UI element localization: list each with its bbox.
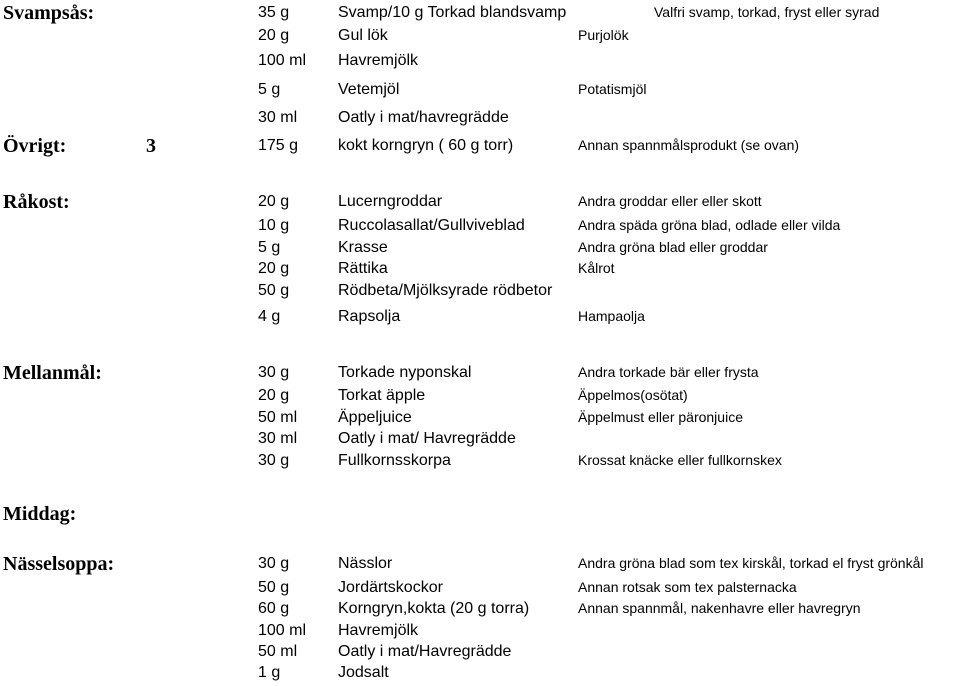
quantity: 100 ml [258,52,307,69]
alternative: Äppelmust eller päronjuice [578,409,743,425]
alternative: Äppelmos(osötat) [578,387,688,403]
ingredient-row [0,217,960,239]
quantity: 20 g [258,260,290,277]
ingredient-row [0,452,960,474]
alternative: Hampaolja [578,308,645,324]
alternative: Potatismjöl [578,81,647,97]
category-label: Svampsås: [3,2,95,24]
ingredient-row [0,579,960,601]
ingredient-name: Rättika [338,260,388,277]
ingredient-name: Fullkornsskorpa [338,452,451,469]
quantity: 100 ml [258,622,307,639]
quantity: 30 g [258,364,290,381]
ingredient-row [0,308,960,330]
quantity: 50 ml [258,409,298,426]
quantity: 60 g [258,600,290,617]
category-label: Råkost: [3,191,70,213]
quantity: 5 g [258,239,281,256]
ingredient-row [0,600,960,622]
ingredient-name: Korngryn,kokta (20 g torra) [338,600,530,617]
section-row [0,364,960,386]
ingredient-row [0,387,960,409]
section-row [0,4,960,26]
ingredient-name: Nässlor [338,555,393,572]
ingredient-name: Havremjölk [338,52,419,69]
ingredient-row [0,52,960,74]
quantity: 30 g [258,452,290,469]
ingredient-name: Svamp/10 g Torkad blandsvamp [338,4,567,21]
alternative: Annan spannmål, nakenhavre eller havregryn [578,600,861,616]
ingredient-row [0,27,960,49]
ingredient-row [0,282,960,304]
quantity: 175 g [258,137,299,154]
category-label: Övrigt: [3,135,67,157]
section-row [0,193,960,215]
ingredient-name: Jodsalt [338,664,389,681]
alternative: Andra späda gröna blad, odlade eller vilda [578,217,841,233]
ingredient-name: Oatly i mat/Havregrädde [338,643,512,660]
ingredient-name: Oatly i mat/ Havregrädde [338,430,516,447]
quantity: 50 g [258,282,290,299]
category-label: Mellanmål: [3,362,102,384]
quantity: 30 g [258,555,290,572]
ingredient-name: Rödbeta/Mjölksyrade rödbetor [338,282,553,299]
quantity: 20 g [258,193,290,210]
alternative: Annan spannmålsprodukt (se ovan) [578,137,800,153]
category-label: Middag: [3,503,77,525]
alternative: Andra torkade bär eller frysta [578,364,759,380]
ingredient-name: Lucerngroddar [338,193,443,210]
quantity: 35 g [258,4,290,21]
ingredient-name: Oatly i mat/havregrädde [338,109,509,126]
alternative: Andra gröna blad eller groddar [578,239,768,255]
ingredient-name: kokt korngryn ( 60 g torr) [338,137,514,154]
ingredient-name: Ruccolasallat/Gullviveblad [338,217,525,234]
ingredient-name: Havremjölk [338,622,419,639]
quantity: 1 g [258,664,281,681]
ingredient-row [0,409,960,431]
ingredient-name: Vetemjöl [338,81,400,98]
ingredient-name: Gul lök [338,27,388,44]
quantity: 20 g [258,27,290,44]
ingredient-row [0,430,960,452]
quantity: 20 g [258,387,290,404]
ingredient-name: Äppeljuice [338,409,412,426]
ingredient-name: Krasse [338,239,388,256]
alternative: Andra groddar eller eller skott [578,193,762,209]
section-row [0,505,960,527]
alternative: Valfri svamp, torkad, fryst eller syrad [654,4,880,20]
ingredient-row [0,260,960,282]
quantity: 4 g [258,308,281,325]
ingredient-row [0,81,960,103]
quantity: 5 g [258,81,281,98]
quantity: 10 g [258,217,290,234]
quantity: 30 ml [258,109,298,126]
section-row [0,555,960,577]
quantity: 50 ml [258,643,298,660]
alternative: Purjolök [578,27,629,43]
ingredient-row [0,239,960,261]
alternative: Kålrot [578,260,615,276]
alternative: Andra gröna blad som tex kirskål, torkad el fryst grönkål [578,555,924,571]
quantity: 30 ml [258,430,298,447]
ingredient-name: Jordärtskockor [338,579,443,596]
portion-number: 3 [146,135,156,157]
ingredient-name: Torkat äpple [338,387,426,404]
category-label: Nässelsoppa: [3,553,115,575]
ingredient-row [0,109,960,131]
ingredient-row [0,622,960,644]
ingredient-row [0,643,960,665]
alternative: Krossat knäcke eller fullkornskex [578,452,782,468]
section-row [0,137,960,159]
quantity: 50 g [258,579,290,596]
ingredient-name: Rapsolja [338,308,401,325]
ingredient-name: Torkade nyponskal [338,364,472,381]
alternative: Annan rotsak som tex palsternacka [578,579,797,595]
